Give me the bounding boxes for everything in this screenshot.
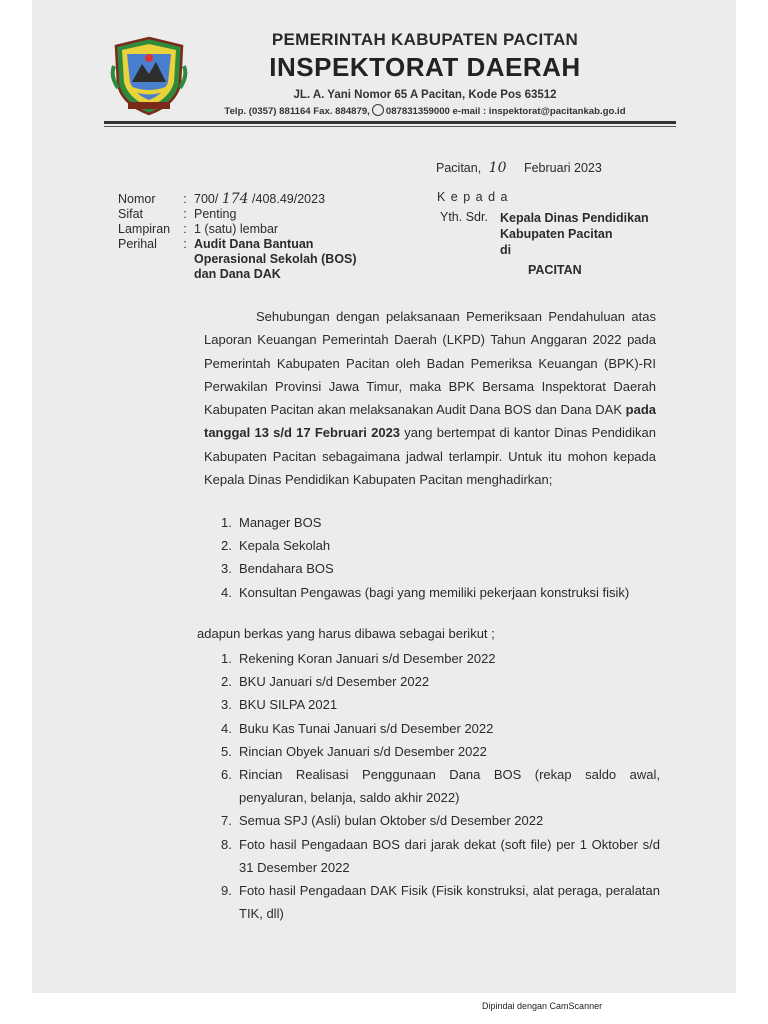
- documents-intro: adapun berkas yang harus dibawa sebagai berikut ;: [197, 626, 495, 641]
- list-number: 9.: [221, 883, 232, 899]
- meta-value: [194, 192, 357, 207]
- list-text: Kepala Sekolah: [239, 538, 331, 554]
- contact-whatsapp-email: 087831359000 e-mail : inspektorat@pacitankab.go.id: [385, 106, 626, 117]
- list-item: [221, 647, 660, 670]
- meta-nomor: [118, 192, 357, 207]
- nomor-prefix: 700/: [194, 192, 219, 206]
- contact-phone-fax: Telp. (0357) 881164 Fax. 884879,: [224, 106, 370, 117]
- list-item: [221, 740, 660, 763]
- letterhead: [200, 30, 650, 117]
- list-text: Rincian Obyek Januari s/d Desember 2022: [239, 743, 487, 759]
- date-city: Pacitan,: [436, 161, 482, 175]
- list-text: Rincian Realisasi Penggunaan Dana BOS (rekap saldo awal, penyaluran, belanja, saldo akhir 2022): [239, 767, 660, 806]
- list-text: Foto hasil Pengadaan DAK Fisik (Fisik konstruksi, alat peraga, peralatan TIK, dll): [239, 883, 660, 922]
- meta-label: Sifat: [118, 207, 144, 221]
- list-item: [221, 809, 660, 832]
- date-day-handwritten: 10: [488, 160, 507, 176]
- meta-label: Nomor: [118, 192, 156, 206]
- nomor-suffix: /408.49/2023: [252, 192, 326, 206]
- body-paragraph: [204, 305, 656, 491]
- list-number: 4.: [221, 584, 232, 600]
- list-item: [221, 763, 660, 809]
- letterhead-government: PEMERINTAH KABUPATEN PACITAN: [271, 30, 579, 49]
- letterhead-rule-thick: [104, 121, 676, 124]
- list-item: [221, 717, 660, 740]
- list-item: [221, 557, 629, 580]
- meta-value: Penting: [194, 207, 237, 221]
- letterhead-agency: INSPEKTORAT DAERAH: [269, 52, 581, 82]
- list-number: 1.: [221, 515, 232, 530]
- nomor-handwritten: 174: [221, 191, 249, 207]
- list-number: 2.: [221, 538, 232, 554]
- letterhead-address: JL. A. Yani Nomor 65 A Pacitan, Kode Pos 63512: [293, 89, 557, 101]
- list-text: Foto hasil Pengadaan BOS dari jarak dekat (soft file) per 1 Oktober s/d 31 Desember 2022: [239, 836, 660, 875]
- list-number: 1.: [221, 651, 232, 666]
- meta-label: Lampiran: [118, 222, 171, 236]
- list-text: Semua SPJ (Asli) bulan Oktober s/d Desember 2022: [239, 813, 544, 829]
- list-item: [221, 670, 660, 693]
- meta-colon: :: [183, 222, 187, 236]
- list-number: 7.: [221, 813, 232, 829]
- meta-perihal: [118, 237, 357, 282]
- recipient-yth: Yth. Sdr.: [440, 210, 488, 224]
- list-item: [221, 534, 629, 557]
- recipient-city: PACITAN: [528, 263, 582, 277]
- documents-list: [221, 647, 660, 925]
- list-text: Konsultan Pengawas (bagi yang memiliki pekerjaan konstruksi fisik): [239, 584, 630, 600]
- attendee-list: [221, 511, 629, 604]
- perihal-line: Operasional Sekolah (BOS): [194, 252, 357, 266]
- recipient-kepada: K e p a d a: [437, 190, 509, 204]
- meta-value: 1 (satu) lembar: [194, 222, 279, 236]
- body-date-bold: pada tanggal 13 s/d 17 Februari 2023: [204, 402, 656, 441]
- list-number: 8.: [221, 836, 232, 852]
- recipient-line: di: [500, 243, 512, 257]
- list-number: 4.: [221, 720, 232, 736]
- letter-body: [204, 305, 656, 491]
- meta-sifat: [118, 207, 357, 222]
- list-number: 3.: [221, 561, 232, 577]
- meta-colon: :: [183, 192, 187, 206]
- kabupaten-pacitan-emblem: [110, 36, 188, 116]
- list-item: [221, 833, 660, 879]
- letterhead-contact: [200, 104, 650, 117]
- list-number: 3.: [221, 697, 232, 713]
- date-month-year: Februari 2023: [523, 161, 602, 175]
- meta-label: Perihal: [118, 237, 157, 251]
- body-text: yang bertempat di kantor Dinas Pendidikan Kabupaten Pacitan sebagaimana jadwal terlampir. Untuk itu mohon kepada Kepala Dinas Pendidikan Kabupaten Pacitan menghadirkan;: [204, 425, 656, 488]
- letter-meta: [118, 192, 357, 282]
- list-number: 6.: [221, 767, 232, 783]
- list-text: BKU Januari s/d Desember 2022: [239, 674, 430, 690]
- meta-colon: :: [183, 237, 187, 251]
- list-item: [221, 879, 660, 925]
- scanner-watermark: Dipindai dengan CamScanner: [482, 1001, 603, 1011]
- list-text: Bendahara BOS: [239, 561, 334, 577]
- list-text: Manager BOS: [239, 515, 322, 530]
- list-number: 5.: [221, 743, 232, 759]
- list-item: [221, 581, 629, 604]
- place-date: [436, 160, 602, 176]
- perihal-line: dan Dana DAK: [194, 267, 281, 281]
- meta-value: [194, 237, 357, 282]
- letterhead-rule-thin: [104, 126, 676, 127]
- meta-lampiran: [118, 222, 357, 237]
- meta-colon: :: [183, 207, 187, 221]
- perihal-line: Audit Dana Bantuan: [194, 237, 314, 251]
- recipient-name: [500, 210, 649, 258]
- whatsapp-icon: [372, 104, 384, 116]
- list-text: BKU SILPA 2021: [239, 697, 338, 713]
- list-number: 2.: [221, 674, 232, 690]
- list-item: [221, 693, 660, 716]
- list-item: [221, 511, 629, 534]
- list-text: Buku Kas Tunai Januari s/d Desember 2022: [239, 720, 494, 736]
- list-text: Rekening Koran Januari s/d Desember 2022: [239, 651, 496, 666]
- recipient-line: Kepala Dinas Pendidikan: [500, 211, 649, 225]
- body-text: Sehubungan dengan pelaksanaan Pemeriksaan Pendahuluan atas Laporan Keuangan Pemerintah Daerah (LKPD) Tahun Anggaran 2022 pada Pemerintah Kabupaten Pacitan oleh Badan Pemeriksa Keuangan (BPK)-RI Perwakilan Provinsi Jawa Timur, maka BPK Bersama Inspektorat Daerah Kabupaten Pacitan akan melaksanakan Audit Dana BOS dan Dana DAK: [204, 309, 656, 418]
- recipient-line: Kabupaten Pacitan: [500, 227, 613, 241]
